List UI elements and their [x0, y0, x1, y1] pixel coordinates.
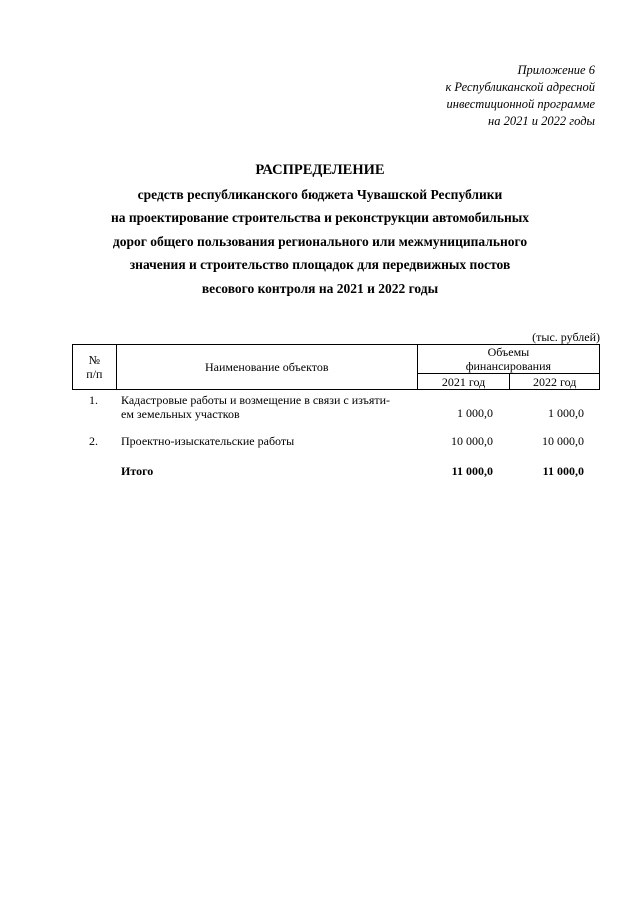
total-label: Итого [121, 464, 154, 478]
row-num: 2. [89, 434, 98, 448]
row-name: Проектно-изыскательские работы [121, 434, 295, 448]
header-num-line: № [88, 353, 101, 367]
title-line: дорог общего пользования регионального или межмуниципального [112, 233, 528, 249]
header-volume [417, 345, 599, 374]
title-line: значения и строительство площадок для передвижных постов [129, 257, 511, 273]
header-volume-line: Объемы [487, 345, 530, 359]
appendix-line: инвестиционной программе [446, 97, 595, 111]
title-line: средств республиканского бюджета Чувашской Республики [137, 186, 503, 202]
header-year-2022: 2022 год [510, 374, 600, 390]
row-name-line: ем земельных участков [121, 407, 240, 421]
row-value-2021: 1 000,0 [457, 406, 493, 420]
document-title [60, 159, 580, 301]
title-line: на проектирование строительства и реконструкции автомобильных [110, 210, 530, 226]
header-num [73, 345, 117, 390]
appendix-line: к Республиканской адресной [445, 80, 595, 94]
total-value-2022: 11 000,0 [542, 464, 584, 478]
total-value-2021: 11 000,0 [451, 464, 493, 478]
row-value-2022: 1 000,0 [548, 406, 584, 420]
row-name-line: Кадастровые работы и возмещение в связи с изъяти- [121, 393, 391, 407]
appendix-line: на 2021 и 2022 годы [488, 114, 595, 128]
header-name: Наименование объектов [116, 345, 417, 390]
row-name [121, 393, 421, 421]
units-label: (тыс. рублей) [532, 330, 600, 344]
appendix-line: Приложение 6 [517, 63, 595, 77]
row-value-2021: 10 000,0 [451, 434, 493, 448]
title-line: весового контроля на 2021 и 2022 годы [201, 280, 439, 296]
title-main: РАСПРЕДЕЛЕНИЕ [255, 162, 385, 178]
row-value-2022: 10 000,0 [542, 434, 584, 448]
header-year-2021: 2021 год [417, 374, 510, 390]
table-header [72, 344, 600, 390]
appendix-note [395, 62, 595, 130]
row-num: 1. [89, 393, 98, 407]
header-num-line: п/п [86, 367, 103, 381]
header-volume-line: финансирования [465, 359, 552, 373]
